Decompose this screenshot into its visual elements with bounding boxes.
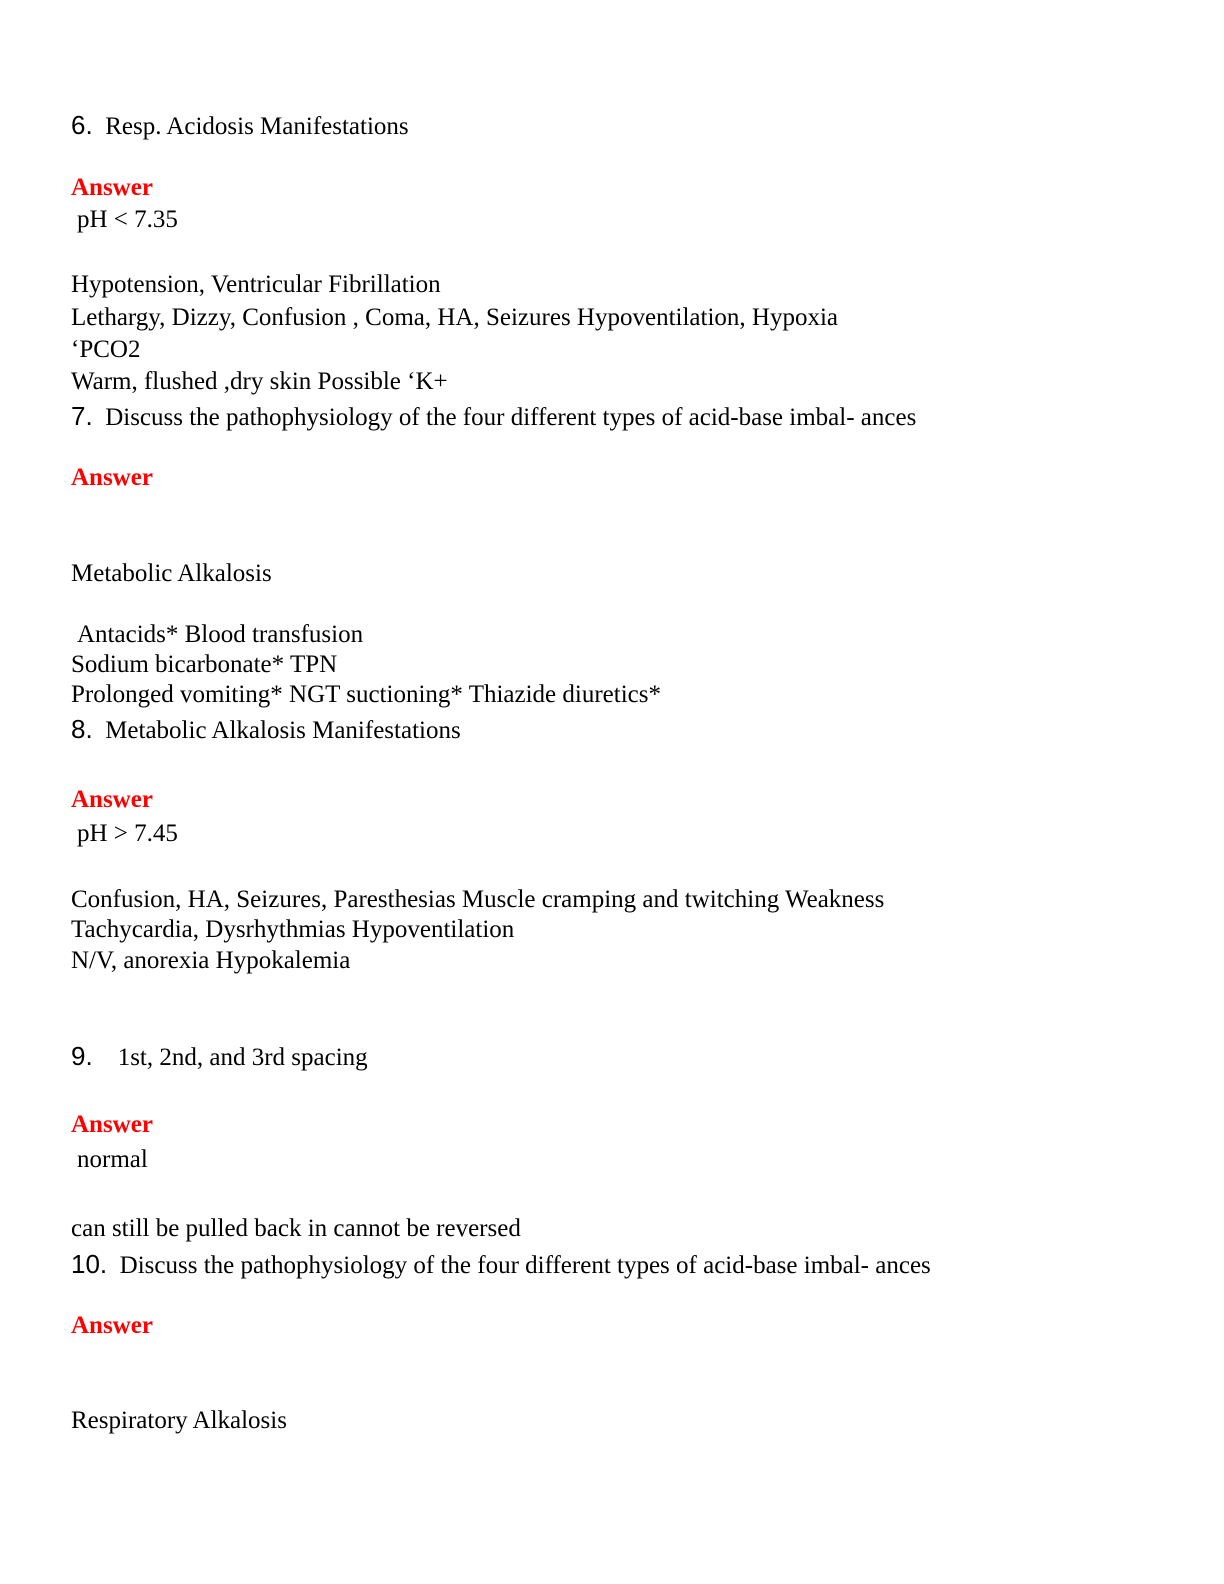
answer-line: Tachycardia, Dysrhythmias Hypoventilation: [71, 916, 515, 943]
question-number: 10.: [71, 1249, 108, 1279]
answer-line: Confusion, HA, Seizures, Paresthesias Muscle cramping and twitching Weakness: [71, 886, 885, 913]
answer-line: Hypotension, Ventricular Fibrillation: [71, 271, 441, 298]
question-number: 6.: [71, 110, 93, 140]
question-number: 7.: [71, 401, 93, 431]
answer-line: Sodium bicarbonate* TPN: [71, 651, 338, 678]
answer-line: pH > 7.45: [77, 820, 178, 847]
question-9: [71, 1041, 368, 1073]
answer-line: Warm, flushed ,dry skin Possible ‘K+: [71, 368, 448, 395]
answer-label: Answer: [71, 464, 153, 491]
question-text: Resp. Acidosis Manifestations: [105, 113, 409, 140]
question-text: Discuss the pathophysiology of the four different types of acid-base imbal- ances: [119, 1252, 931, 1279]
question-6: [71, 110, 409, 142]
answer-label: Answer: [71, 1111, 153, 1138]
question-7: [71, 401, 916, 433]
question-8: [71, 714, 461, 746]
answer-label: Answer: [71, 1312, 153, 1339]
answer-line: normal: [77, 1146, 148, 1173]
answer-line: Lethargy, Dizzy, Confusion , Coma, HA, Seizures Hypoventilation, Hypoxia: [71, 304, 838, 331]
answer-line: can still be pulled back in cannot be reversed: [71, 1215, 521, 1242]
answer-line: N/V, anorexia Hypokalemia: [71, 947, 351, 974]
question-10: [71, 1249, 931, 1281]
answer-line: Antacids* Blood transfusion: [77, 621, 364, 648]
question-text: Discuss the pathophysiology of the four different types of acid-base imbal- ances: [105, 404, 917, 431]
answer-line: Prolonged vomiting* NGT suctioning* Thiazide diuretics*: [71, 681, 661, 708]
answer-line: pH < 7.35: [77, 206, 178, 233]
answer-line: Respiratory Alkalosis: [71, 1407, 287, 1434]
question-number: 8.: [71, 714, 93, 744]
question-text: Metabolic Alkalosis Manifestations: [105, 717, 461, 744]
answer-label: Answer: [71, 786, 153, 813]
question-text: 1st, 2nd, and 3rd spacing: [117, 1044, 368, 1071]
question-number: 9.: [71, 1041, 93, 1071]
answer-line: ‘PCO2: [71, 336, 141, 363]
answer-line: Metabolic Alkalosis: [71, 560, 272, 587]
answer-label: Answer: [71, 174, 153, 201]
